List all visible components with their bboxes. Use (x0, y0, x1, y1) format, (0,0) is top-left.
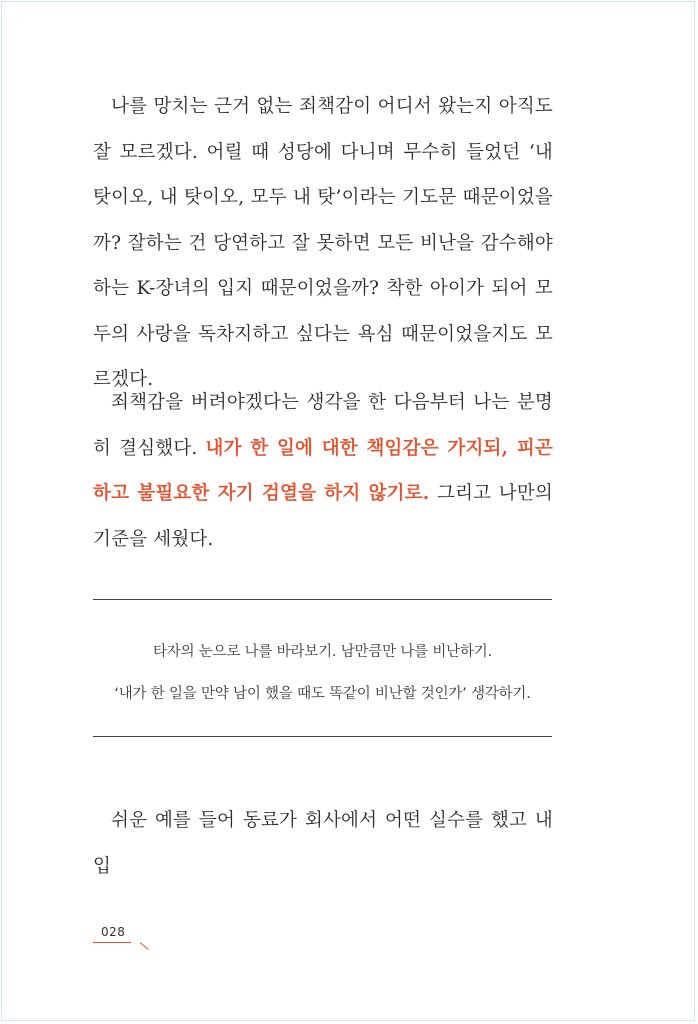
quote-line-2: ‘내가 한 일을 만약 남이 했을 때도 똑같이 비난할 것인가’ 생각하기. (114, 686, 531, 702)
page-number-underline (93, 942, 131, 943)
paragraph-2-emphasis: 내가 한 일에 대한 책임감은 가지되, 피곤하고 불필요한 자기 검열을 하지 않기로. (93, 437, 553, 504)
quote-box-bottom-rule (93, 736, 552, 737)
paragraph-2-text-b: 그리고 나만의 기준을 세웠다. (93, 483, 554, 550)
quote-box-top-rule (93, 599, 552, 600)
paragraph-2 (93, 380, 553, 562)
paragraph-3 (93, 798, 553, 889)
paragraph-1 (93, 84, 553, 403)
paragraph-1-text: 나를 망치는 근거 없는 죄책감이 어디서 왔는지 아직도 잘 모르겠다. 어릴 때 성당에 다니며 무수히 들었던 ‘내 탓이오, 내 탓이오, 모두 내 탓’이라는 기도문 때문이었을까? 잘하는 건 당연하고 잘 못하면 모든 비난을 감수해야 하는 K-장녀의 입지 때문이었을까? 착한 아이가 되어 모두의 사랑을 독차지하고 싶다는 욕심 때문이었을지도 모르겠다. (93, 96, 553, 390)
page-number: 028 (101, 925, 126, 939)
paragraph-2-text-a: 죄책감을 버려야겠다는 생각을 한 다음부터 나는 분명히 결심했다. (93, 392, 553, 459)
quote-line-1: 타자의 눈으로 나를 바라보기. 남만큼만 나를 비난하기. (152, 644, 493, 660)
paragraph-3-text: 쉬운 예를 들어 동료가 회사에서 어떤 실수를 했고 내 입 (93, 810, 553, 877)
